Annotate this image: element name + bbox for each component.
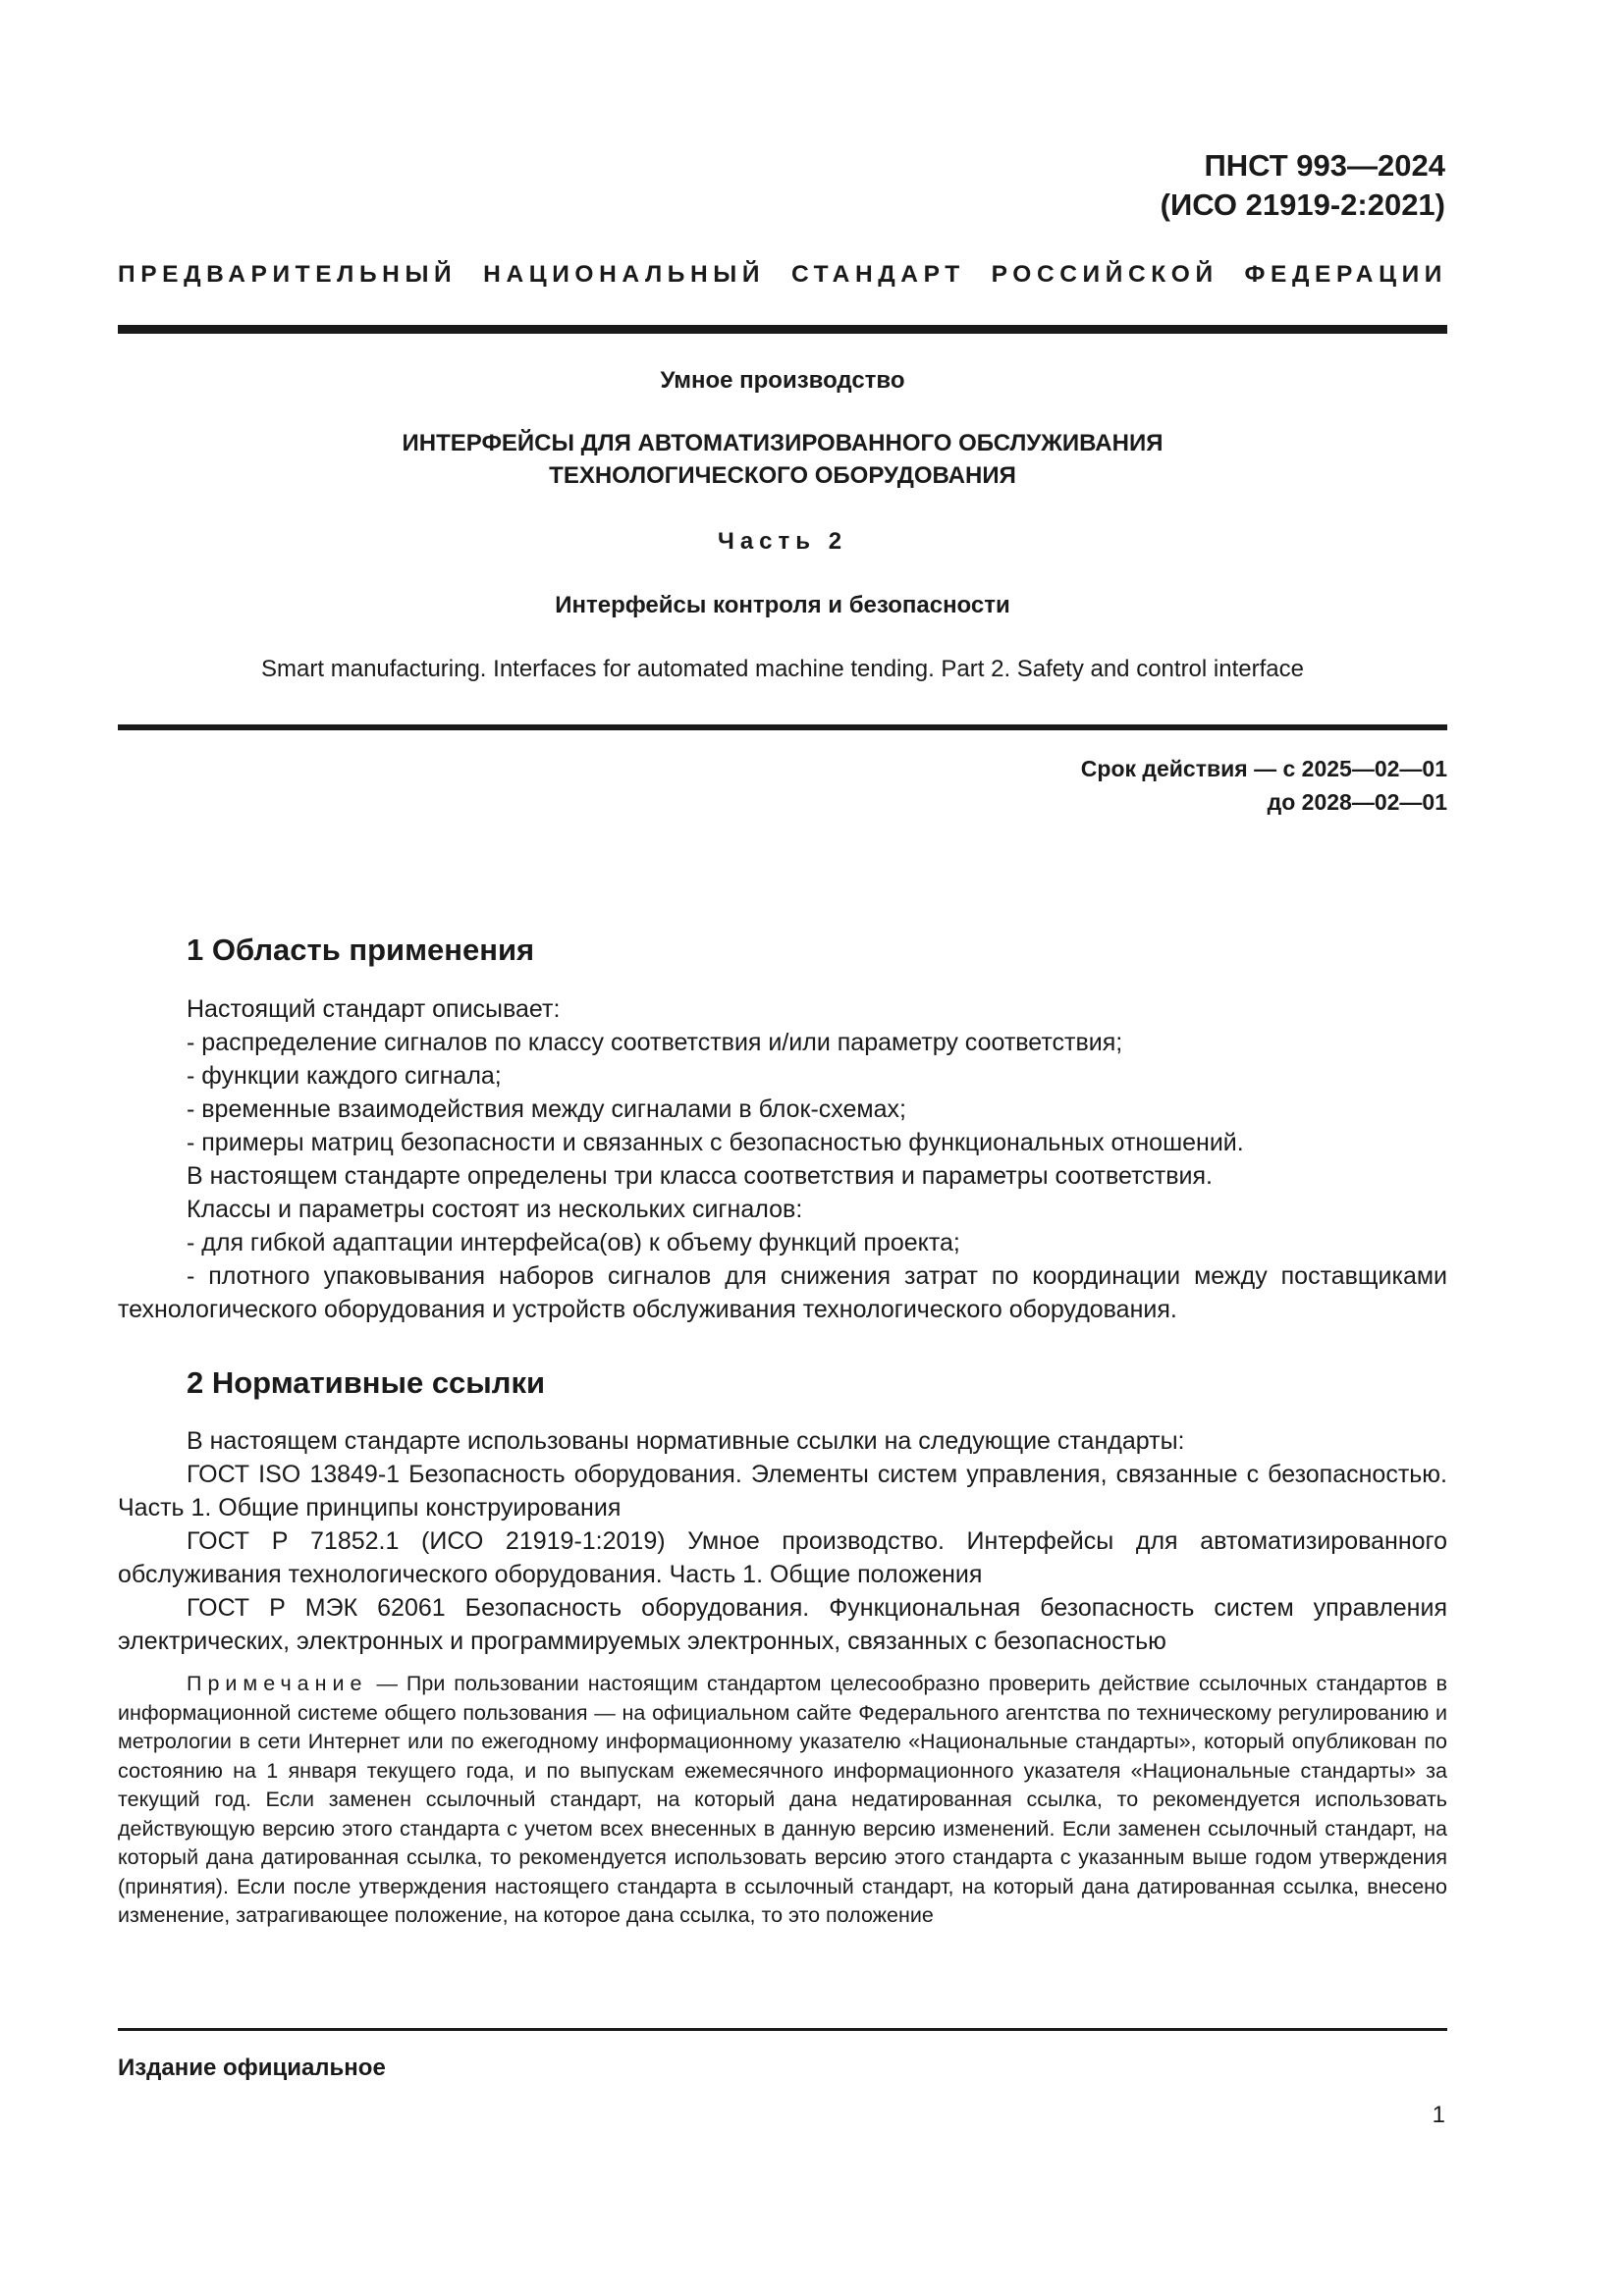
section-1-heading: 1 Область применения (187, 933, 535, 967)
normative-reference: ГОСТ Р 71852.1 (ИСО 21919-1:2019) Умное производство. Интерфейсы для автоматизированного обслуживания технологического оборудования. Часть 1. Общие положения (118, 1527, 1447, 1588)
section-1-item: - распределение сигналов по классу соответствия и/или параметру соответствия; (187, 1029, 1123, 1056)
section-1-paragraph: Классы и параметры состоят из нескольких сигналов: (187, 1196, 803, 1223)
section-1-item-wrapped: - плотного упаковывания наборов сигналов для снижения затрат по координации между поставщиками технологического оборудования и устройств обслуживания технологического оборудования. (118, 1262, 1447, 1323)
main-title-line-1: ИНТЕРФЕЙСЫ ДЛЯ АВТОМАТИЗИРОВАННОГО ОБСЛУЖИВАНИЯ (402, 430, 1164, 456)
validity-period (1081, 752, 1447, 819)
main-title (118, 427, 1447, 492)
section-2-intro: В настоящем стандарте использованы нормативные ссылки на следующие стандарты: (187, 1427, 1185, 1455)
section-1-body (187, 992, 1453, 1259)
normative-reference: ГОСТ ISO 13849-1 Безопасность оборудования. Элементы систем управления, связанные с безопасностью. Часть 1. Общие принципы конструирования (118, 1461, 1447, 1522)
validity-start: Срок действия — с 2025—02—01 (1080, 756, 1447, 781)
section-1-item: - временные взаимодействия между сигналами в блок-схемах; (187, 1095, 906, 1123)
page-number: 1 (1432, 2102, 1445, 2128)
iso-equivalent-code: (ИСО 21919-2:2021) (1160, 187, 1445, 222)
section-1-item: - для гибкой адаптации интерфейса(ов) к объему функций проекта; (187, 1229, 960, 1256)
title-divider (118, 724, 1447, 730)
part-title: Интерфейсы контроля и безопасности (555, 592, 1010, 618)
section-1-paragraph: В настоящем стандарте определены три класса соответствия и параметры соответствия. (187, 1162, 1213, 1190)
edition-label: Издание официальное (118, 2055, 386, 2081)
english-title: Smart manufacturing. Interfaces for automated machine tending. Part 2. Safety and control interface (261, 656, 1304, 682)
note-label: Примечание (187, 1672, 368, 1695)
part-label: Часть 2 (717, 528, 848, 555)
header-divider (118, 325, 1447, 334)
normative-reference: ГОСТ Р МЭК 62061 Безопасность оборудования. Функциональная безопасность систем управления электрических, электронных и программируемых электронных, связанных с безопасностью (118, 1594, 1447, 1655)
section-2-heading: 2 Нормативные ссылки (187, 1365, 546, 1400)
standard-code: ПНСТ 993—2024 (1204, 148, 1445, 183)
note-text: — При пользовании настоящим стандартом целесообразно проверить действие ссылочных стандартов в информационной системе общего пользования — на официальном сайте Федерального агентства по техническому регулированию и метрологии в сети Интернет или по ежегодному информационному указателю «Национальные стандарты», который опубликован по состоянию на 1 января текущего года, и по выпускам ежемесячного информационного указателя «Национальные стандарты» за текущий год. Если заменен ссылочный стандарт, на который дана недатированная ссылка, то рекомендуется использовать действующую версию этого стандарта с учетом всех внесенных в данную версию изменений. Если заменен ссылочный стандарт, на который дана датированная ссылка, то рекомендуется использовать версию этого стандарта с указанным выше годом утверждения (принятия). Если после утверждения настоящего стандарта в ссылочный стандарт, на который дана датированная ссылка, внесено изменение, затрагивающее положение, на которое дана ссылка, то это положение (118, 1672, 1448, 1927)
section-1-item: - примеры матриц безопасности и связанных с безопасностью функциональных отношений. (187, 1129, 1244, 1156)
standard-type-title: ПРЕДВАРИТЕЛЬНЫЙ НАЦИОНАЛЬНЫЙ СТАНДАРТ РОССИЙСКОЙ ФЕДЕРАЦИИ (118, 261, 1447, 288)
section-1-item: - функции каждого сигнала; (187, 1062, 502, 1090)
section-1-intro: Настоящий стандарт описывает: (187, 995, 561, 1023)
references-note (118, 1670, 1447, 1931)
validity-end: до 2028—02—01 (1267, 789, 1447, 815)
footer-divider (118, 2028, 1447, 2031)
main-title-line-2: ТЕХНОЛОГИЧЕСКОГО ОБОРУДОВАНИЯ (549, 462, 1016, 489)
subject-title: Умное производство (660, 367, 905, 394)
